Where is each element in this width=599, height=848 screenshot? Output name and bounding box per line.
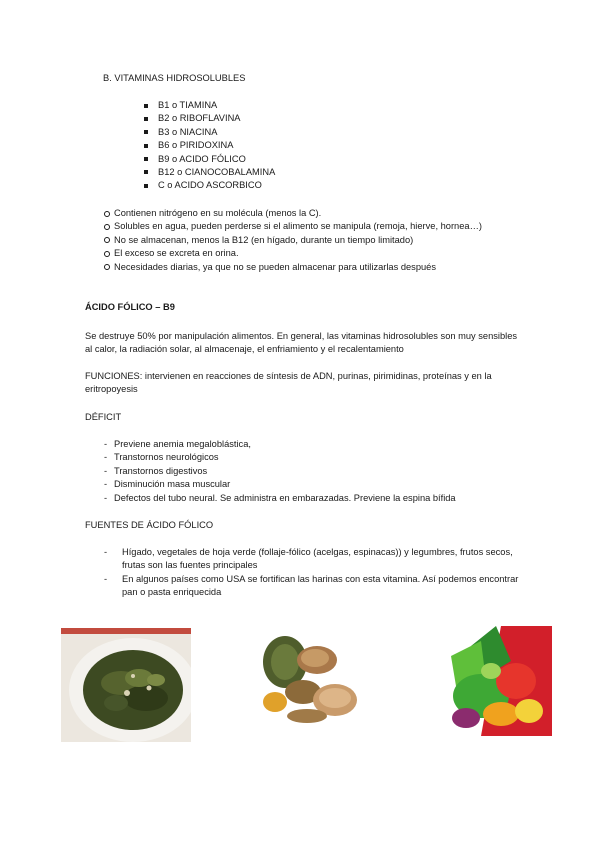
properties-list bbox=[114, 207, 482, 274]
list-item: B1 o TIAMINA bbox=[158, 99, 275, 112]
list-item: B2 o RIBOFLAVINA bbox=[158, 112, 275, 125]
list-item: B6 o PIRIDOXINA bbox=[158, 139, 275, 152]
fuentes-list bbox=[122, 546, 522, 600]
list-item: - Disminución masa muscular bbox=[114, 478, 456, 491]
vegetables-photo bbox=[441, 626, 552, 736]
list-item: Solubles en agua, pueden perderse si el alimento se manipula (remoja, hierve, hornea…) bbox=[114, 220, 482, 233]
list-item: - Previene anemia megaloblástica, bbox=[114, 438, 456, 451]
list-item: - Transtornos digestivos bbox=[114, 465, 456, 478]
list-item: B3 o NIACINA bbox=[158, 126, 275, 139]
list-item: B9 o ACIDO FÓLICO bbox=[158, 153, 275, 166]
list-item: B12 o CIANOCOBALAMINA bbox=[158, 166, 275, 179]
intro-paragraph: Se destruye 50% por manipulación alimentos. En general, las vitaminas hidrosolubles son muy sensibles al calor, la radiación solar, al almacenaje, el enfriamiento y el recalentamiento bbox=[85, 331, 518, 355]
list-item: No se almacenan, menos la B12 (en hígado, durante un tiempo limitado) bbox=[114, 234, 482, 247]
acido-folico-heading: ÁCIDO FÓLICO – B9 bbox=[85, 302, 175, 312]
list-item: Contienen nitrógeno en su molécula (menos la C). bbox=[114, 207, 482, 220]
list-item: - Defectos del tubo neural. Se administra en embarazadas. Previene la espina bífida bbox=[114, 492, 456, 505]
fuentes-title: FUENTES DE ÁCIDO FÓLICO bbox=[85, 520, 214, 530]
list-item: El exceso se excreta en orina. bbox=[114, 247, 482, 260]
list-item: Necesidades diarias, ya que no se pueden almacenar para utilizarlas después bbox=[114, 261, 482, 274]
list-item: - Hígado, vegetales de hoja verde (follaje-fólico (acelgas, espinacas)) y legumbres, frutos secos, frutas son las fuentes principales bbox=[122, 546, 522, 573]
list-item: C o ACIDO ASCORBICO bbox=[158, 179, 275, 192]
list-item: - En algunos países como USA se fortifican las harinas con esta vitamina. Así podemos encontrar pan o pasta enriquecida bbox=[122, 573, 522, 600]
legumes-bread-photo bbox=[255, 630, 363, 730]
deficit-title: DÉFICIT bbox=[85, 412, 122, 422]
list-item: - Transtornos neurológicos bbox=[114, 451, 456, 464]
section-b-title: B. VITAMINAS HIDROSOLUBLES bbox=[103, 73, 246, 83]
deficit-list bbox=[114, 438, 456, 505]
spinach-dish-photo bbox=[61, 628, 191, 742]
funciones-paragraph: FUNCIONES: intervienen en reacciones de síntesis de ADN, purinas, pirimidinas, proteínas y en la eritropoyesis bbox=[85, 371, 492, 395]
vitamin-list bbox=[158, 99, 275, 193]
